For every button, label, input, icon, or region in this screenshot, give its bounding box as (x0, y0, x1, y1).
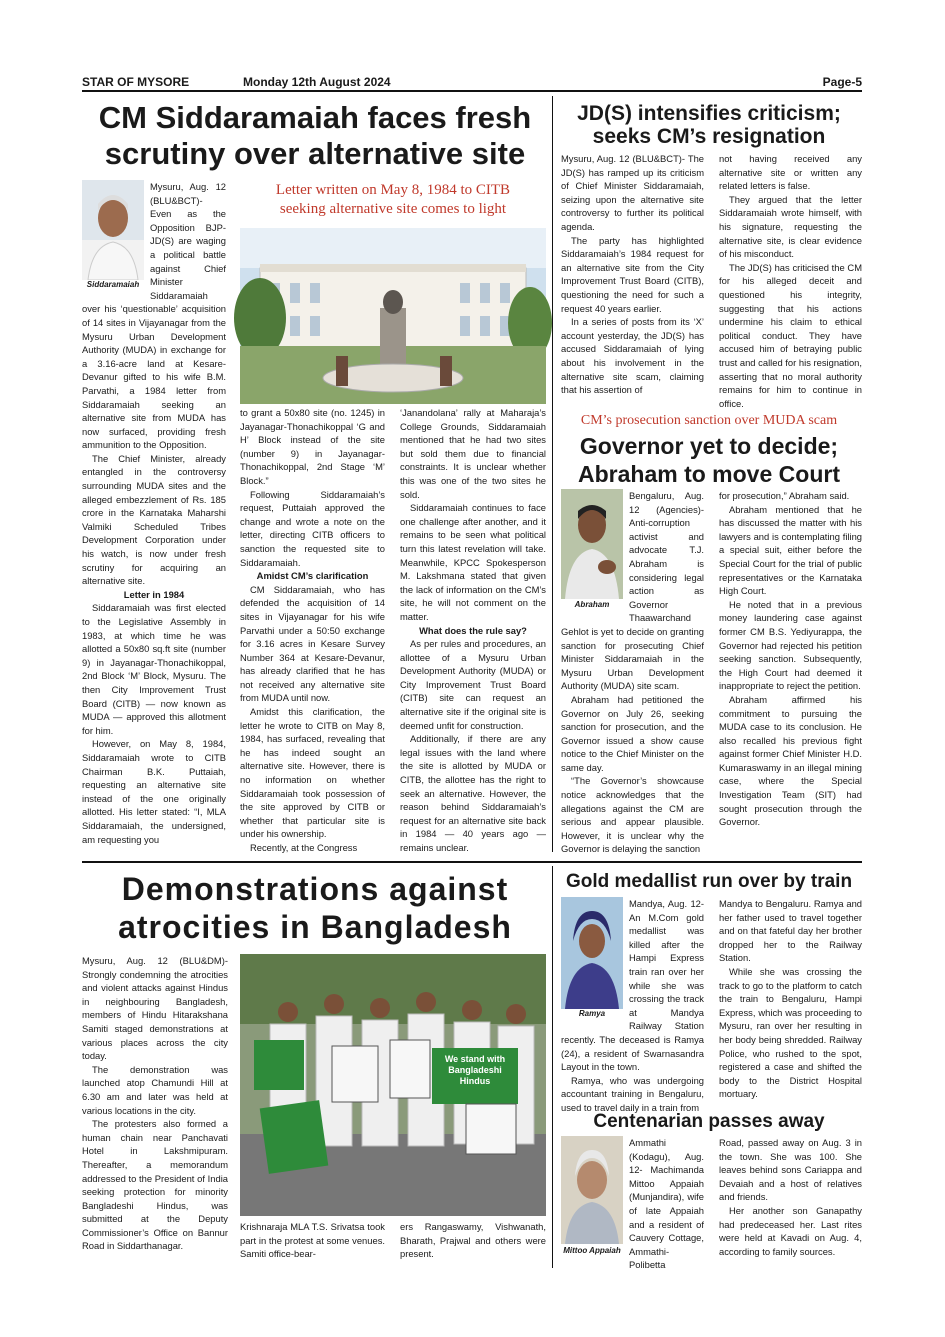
paper-name: STAR OF MYSORE (82, 75, 190, 89)
a5-paragraph: While she was crossing the track to go to the platform to catch the train to Bengaluru, Hampi Express, which was proceeding to Mysuru, ran over her resulting in her body being shredded. Railway Police, who rushed to the spot, registered a case and shifted the body to the District Hospital mortuary. (719, 965, 862, 1100)
a4-paragraph: The demonstration was launched atop Chamundi Hill at 6.30 am and later was held at various locations in the city. (82, 1063, 228, 1116)
a6-column-2 (719, 1136, 862, 1268)
a1-subheadline-line1: Letter written on May 8, 1984 to CITB (275, 182, 511, 198)
a4-headline-line1: Demonstrations against (121, 871, 509, 907)
citb-building-photo-icon (240, 228, 546, 404)
a3-headline-line2: Abraham to move Court (578, 461, 840, 487)
column-divider (552, 866, 553, 1268)
a3-headline-line1: Governor yet to decide; (579, 433, 839, 459)
a1-paragraph: to grant a 50x80 site (no. 1245) in Jayanagar-Thonachikoppal ‘G and H’ Block instead of the site (number 9) in Jayanagar-Thonachikoppal, 2nd Stage ‘M’ Block.” (240, 407, 385, 486)
a4-paragraph: Krishnaraja MLA T.S. Srivatsa took part in the protest at some venues. Samiti office-bear- (240, 1221, 385, 1260)
a1-subheading: Amidst CM’s clarification (256, 570, 369, 582)
column-divider (552, 96, 553, 852)
a5-portrait (561, 897, 623, 1021)
a4-column-1 (82, 954, 228, 1266)
a1-paragraph: Siddaramaiah was first elected to the Legislative Assembly in 1983, at which time he was allotted a 50x80 sq.ft site (number 9) in Jayanagar-Thonachikoppal, 2nd Block ‘M’ Block, Mysuru. The then City Improvement Trust Board (CITB) — now known as MUDA — approved this allotment for him. (82, 602, 226, 736)
a1-paragraph: CM Siddaramaiah, who has defended the acquisition of 14 sites in Vijayanagar for his wife Parvathi under a 50:50 exchange for 3.16 acres in Kesare Survey Number 364 at Kesare-Devanur, has already clarified that he has not received any alternative site from MUDA until now. (240, 583, 385, 704)
issue-date: Monday 12th August 2024 (243, 75, 391, 89)
a1-column-3 (400, 406, 546, 852)
a2-paragraph: The party has highlighted Siddaramaiah’s 1984 request for an alternative site from the City Improvement Trust Board (CITB), questioning the need for such a request 40 years earlier. (561, 234, 704, 314)
a3-paragraph: “The Governor’s showcause notice acknowledges that the allegations against the CM are serious and appear plausible. However, it is unclear why the Governor is delaying the sanction (561, 775, 704, 855)
a2-paragraph: The JD(S) has criticised the CM for his alleged deceit and questioned his integrity, suggesting that his actions undermine his claim to ethical political conduct. They have accused him of betraying public trust and called for his resignation, asserting that no moral authority remains for him to continue in office. (719, 261, 862, 409)
a3-paragraph: for prosecution,” Abraham said. (719, 490, 850, 501)
a2-paragraph: In a series of posts from its ‘X’ account yesterday, the JD(S) has accused Siddaramaiah of lying about his involvement in the alternative site scam, claiming that his assertion of (561, 316, 704, 396)
abraham-photo-icon (561, 489, 623, 599)
a5-column-1 (561, 897, 704, 1113)
mittoo-appaiah-photo-icon (561, 1136, 623, 1244)
a1-subheading: Letter in 1984 (123, 588, 185, 600)
a1-headline (82, 100, 548, 171)
a5-paragraph: Mandya, Aug. 12- An M.Com gold medallist was killed after the Hampi Express train ran over her while she was crossing the track at Mandya Railway Station recently. The deceased is Ramya (24), a resident of Swarnasandra Layout in the town. (561, 898, 704, 1073)
a3-headline (556, 432, 862, 488)
a5-headline: Gold medallist run over by train (565, 871, 853, 892)
a3-paragraph: Bengaluru, Aug. 12 (Agencies)- Anti-corruption activist and advocate T.J. Abraham is considering legal action as Governor Thaawarchand Gehlot is yet to decide on granting sanction for prosecuting Chief Minister Siddaramaiah in the Mysuru Urban Development Authority (MUDA) site scam. (561, 490, 704, 692)
a1-paragraph: As per rules and procedures, an allottee of a Mysuru Urban Development Authority (MUDA) or City Improvement Trust Board (CITB) site can request an alternative site if the original site is deemed unfit for construction. (400, 638, 546, 731)
a2-headline-line1: JD(S) intensifies criticism; (577, 102, 841, 125)
a1-subheading: What does the rule say? (419, 624, 527, 636)
a1-paragraph: Amidst this clarification, the letter he wrote to CITB on May 8, 1984, has surfaced, revealing that he has indeed sought an alternative site. However, there is no information on whether Siddaramaiah took possession of the site approved by CITB or whether that particular site is under his ownership. (240, 706, 385, 840)
a6-paragraph: Road, passed away on Aug. 3 in the town. She was 100. She leaves behind sons Cariappa and Devaiah and a host of relatives and friends. (719, 1137, 862, 1203)
a3-column-2 (719, 489, 862, 854)
a1-portrait (82, 180, 144, 292)
a1-paragraph: ‘Janandolana’ rally at Maharaja’s College Grounds, Siddaramaiah mentioned that he had two sites but sold them due to financial constraints. It is unclear whether this was one of the two sites he sold. (400, 407, 546, 500)
a2-paragraph: not having received any alternative site or written any related letters is false. (719, 153, 862, 192)
a1-building-photo (240, 228, 546, 404)
protest-banner: We stand with Bangladeshi Hindus (444, 1054, 506, 1086)
a4-paragraph: ers Rangaswamy, Vishwanath, Bharath, Prajwal and others were present. (400, 1221, 546, 1260)
a6-photo-caption: Mittoo Appaiah (561, 1246, 623, 1256)
a6-headline: Centenarian passes away (593, 1111, 825, 1132)
a3-paragraph: He noted that in a previous money laundering case against former CM B.S. Yediyurappa, the Governor had rejected his petition seeking sanction. Subsequently, the High Court had deemed it inappropriate to reject the petition. (719, 598, 862, 692)
page-number: Page-5 (822, 75, 862, 89)
a3-paragraph: Abraham had petitioned the Governor on July 26, seeking sanction for prosecution, and the Governor issued a show cause notice to the Chief Minister on the same day. (561, 693, 704, 773)
a5-photo-caption: Ramya (561, 1009, 623, 1019)
a1-subheadline-line2: seeking alternative site comes to light (279, 200, 507, 217)
a1-paragraph: However, on May 8, 1984, Siddaramaiah wrote to CITB Chairman B.K. Puttaiah, requesting an alternative site instead of the one originally allotted. His letter stated: “I, MLA Siddaramaiah, the undersigned, am requesting you (82, 738, 226, 845)
a5-paragraph: Mandya to Bengaluru. Ramya and her father used to travel together and on that fateful day her brother dropped her to the Railway Station. (719, 898, 862, 964)
a1-headline-line2: scrutiny over alternative site (104, 135, 526, 171)
a6-paragraph: Ammathi (Kodagu), Aug. 12- Machimanda Mittoo Appaiah (Munjandira), wife of late Appaiah and a resident of Cauvery Cottage, Ammathi-Polibetta (629, 1137, 704, 1271)
a1-paragraph: Recently, at the Congress (250, 842, 358, 853)
a1-paragraph: Mysuru, Aug. 12 (BLU&BCT)- Even as the Opposition BJP-JD(S) are waging a political battle against Chief Minister Siddaramaiah over his ‘questionable’ acquisition of 14 sites in Vijayanagar from the Mysuru Urban Development Authority (MUDA) in exchange for a 3.16-acre land at Kesare-Devanur gifted to his wife B.M. Parvathi, a 1984 letter from Siddaramaiah seeking an alternative site from MUDA has now surfaced, providing fresh ammunition to the Opposition. (82, 181, 226, 451)
a3-paragraph: Abraham affirmed his commitment to pursuing the MUDA case to its conclusion. He also recalled his previous fight against former Chief Minister H.D. Kumaraswamy in an illegal mining case, where the Special Investigation Team (SIT) had sought prosecution through the Governor. (719, 693, 862, 828)
a3-portrait (561, 489, 623, 611)
a2-column-2 (719, 152, 862, 408)
a2-paragraph: Mysuru, Aug. 12 (BLU&BCT)- The JD(S) has ramped up its criticism of Chief Minister Siddaramaiah, seizing upon the alternative site controversy to further its political agenda. (561, 153, 704, 232)
a4-headline-line2: atrocities in Bangladesh (118, 909, 512, 945)
a4-headline (82, 870, 548, 946)
header-rule (82, 90, 862, 92)
siddaramaiah-photo-icon (82, 180, 144, 280)
a1-headline-line1: CM Siddaramaiah faces fresh (98, 100, 532, 135)
a4-paragraph: The protesters also formed a human chain near Panchavati Hotel in Lakshmipuram. Thereafter, a memorandum addressed to the President of India seeking protection for minority Bangladeshi Hindus, was submitted at the Deputy Commissioner’s Office on Bannur Road in Siddarthanagar. (82, 1118, 228, 1252)
a1-photo-caption: Siddaramaiah (82, 280, 144, 290)
a5-column-2 (719, 897, 862, 1107)
a4-column-2 (240, 1220, 385, 1268)
a5-paragraph: Ramya, who was undergoing accountant training in Bengaluru, used to travel daily in a train from (561, 1074, 704, 1113)
a1-paragraph: Additionally, if there are any legal issues with the land where the site is allotted by MUDA or CITB, the allottee has the right to seek an alternative. However, the reason behind Siddaramaiah’s request for an alternative site back in 1984 — 40 years ago — remains unclear. (400, 733, 546, 853)
section-rule (82, 861, 862, 863)
page-header (82, 75, 862, 91)
a4-protest-photo (240, 954, 546, 1216)
a1-column-1 (82, 180, 226, 852)
a2-column-1 (561, 152, 704, 408)
a1-subheadline (238, 181, 548, 219)
a6-portrait (561, 1136, 623, 1256)
a2-paragraph: They argued that the letter Siddaramaiah wrote himself, with his signature, requesting the alternative site, is clear evidence of his misconduct. (719, 193, 862, 260)
a1-column-2 (240, 406, 385, 852)
a3-kicker: CM’s prosecution sanction over MUDA scam (580, 413, 838, 428)
a2-headline-line2: seeks CM’s resignation (592, 125, 826, 148)
a1-paragraph: Following Siddaramaiah’s request, Puttaiah approved the change and wrote a note on the letter, directing CITB officers to sanction the requested site to Siddaramaiah. (240, 488, 385, 568)
a6-paragraph: Her another son Ganapathy had predeceased her. Last rites were held at Kavadi on Aug. 4, according to family sources. (719, 1204, 862, 1257)
a2-headline (556, 102, 862, 148)
a4-paragraph: Mysuru, Aug. 12 (BLU&DM)- Strongly condemning the atrocities and violent attacks against Hindus in neighbouring Bangladesh, members of Hindu Hitarakshana Samiti staged demonstrations at various places across the city today. (82, 955, 228, 1062)
a3-column-1 (561, 489, 704, 854)
a3-paragraph: Abraham mentioned that he has discussed the matter with his lawyers and is contemplating filing a special suit, either before the Special Court for the trial of public representatives or the Karnataka High Court. (719, 503, 862, 597)
a6-column-1 (561, 1136, 704, 1271)
ramya-photo-icon (561, 897, 623, 1009)
a4-column-3 (400, 1220, 546, 1268)
a1-paragraph: Siddaramaiah continues to face one challenge after another, and it remains to be seen what political turn this latest revelation will take. Meanwhile, KPCC Spokesperson M. Lakshmana stated that given the lack of information on the CM’s site, he will not comment on the matter. (400, 502, 546, 622)
a3-photo-caption: Abraham (561, 600, 623, 610)
a1-paragraph: The Chief Minister, already entangled in the controversy surrounding MUDA sites and the alleged embezzlement of Rs. 185 crore in the Karnataka Maharshi Valmiki Scheduled Tribes Development Corporation under his watch, is now under fresh scrutiny for acquiring an alternative site. (82, 452, 226, 587)
